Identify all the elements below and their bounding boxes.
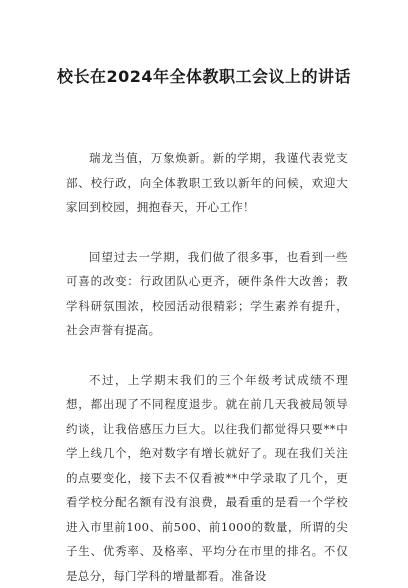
paragraph-greeting: 瑞龙当值，万象焕新。新的学期，我谨代表党支部、校行政，向全体教职工致以新年的问候，欢迎大家回到校园，拥抱春天，开心工作！ — [66, 146, 348, 220]
document-title: 校长在2024年全体教职工会议上的讲话 — [0, 64, 408, 87]
paragraph-review: 回望过去一学期，我们做了很多事，也看到一些可喜的改变：行政团队心更齐，硬件条件大改善；教学科研氛围浓，校园活动很精彩；学生素养有提升，社会声誉有提高。 — [66, 245, 348, 343]
paragraph-concerns: 不过，上学期末我们的三个年级考试成绩不理想，都出现了不同程度退步。就在前几天我被局领导约谈，让我倍感压力巨大。以往我们都觉得只要**中学上线几个，绝对数字有增长就好了。现在我们关注的点要变化，接下去不仅看被**中学录取了几个，更看学校分配名额有没有浪费，最看重的是看一个学校进入市里前100、前500、前1000的数量，所谓的尖子生、优秀率、及格率、平均分在市里的排名。不仅是总分，每门学科的增量都看。准备设 — [66, 368, 348, 588]
document-body — [66, 146, 348, 588]
